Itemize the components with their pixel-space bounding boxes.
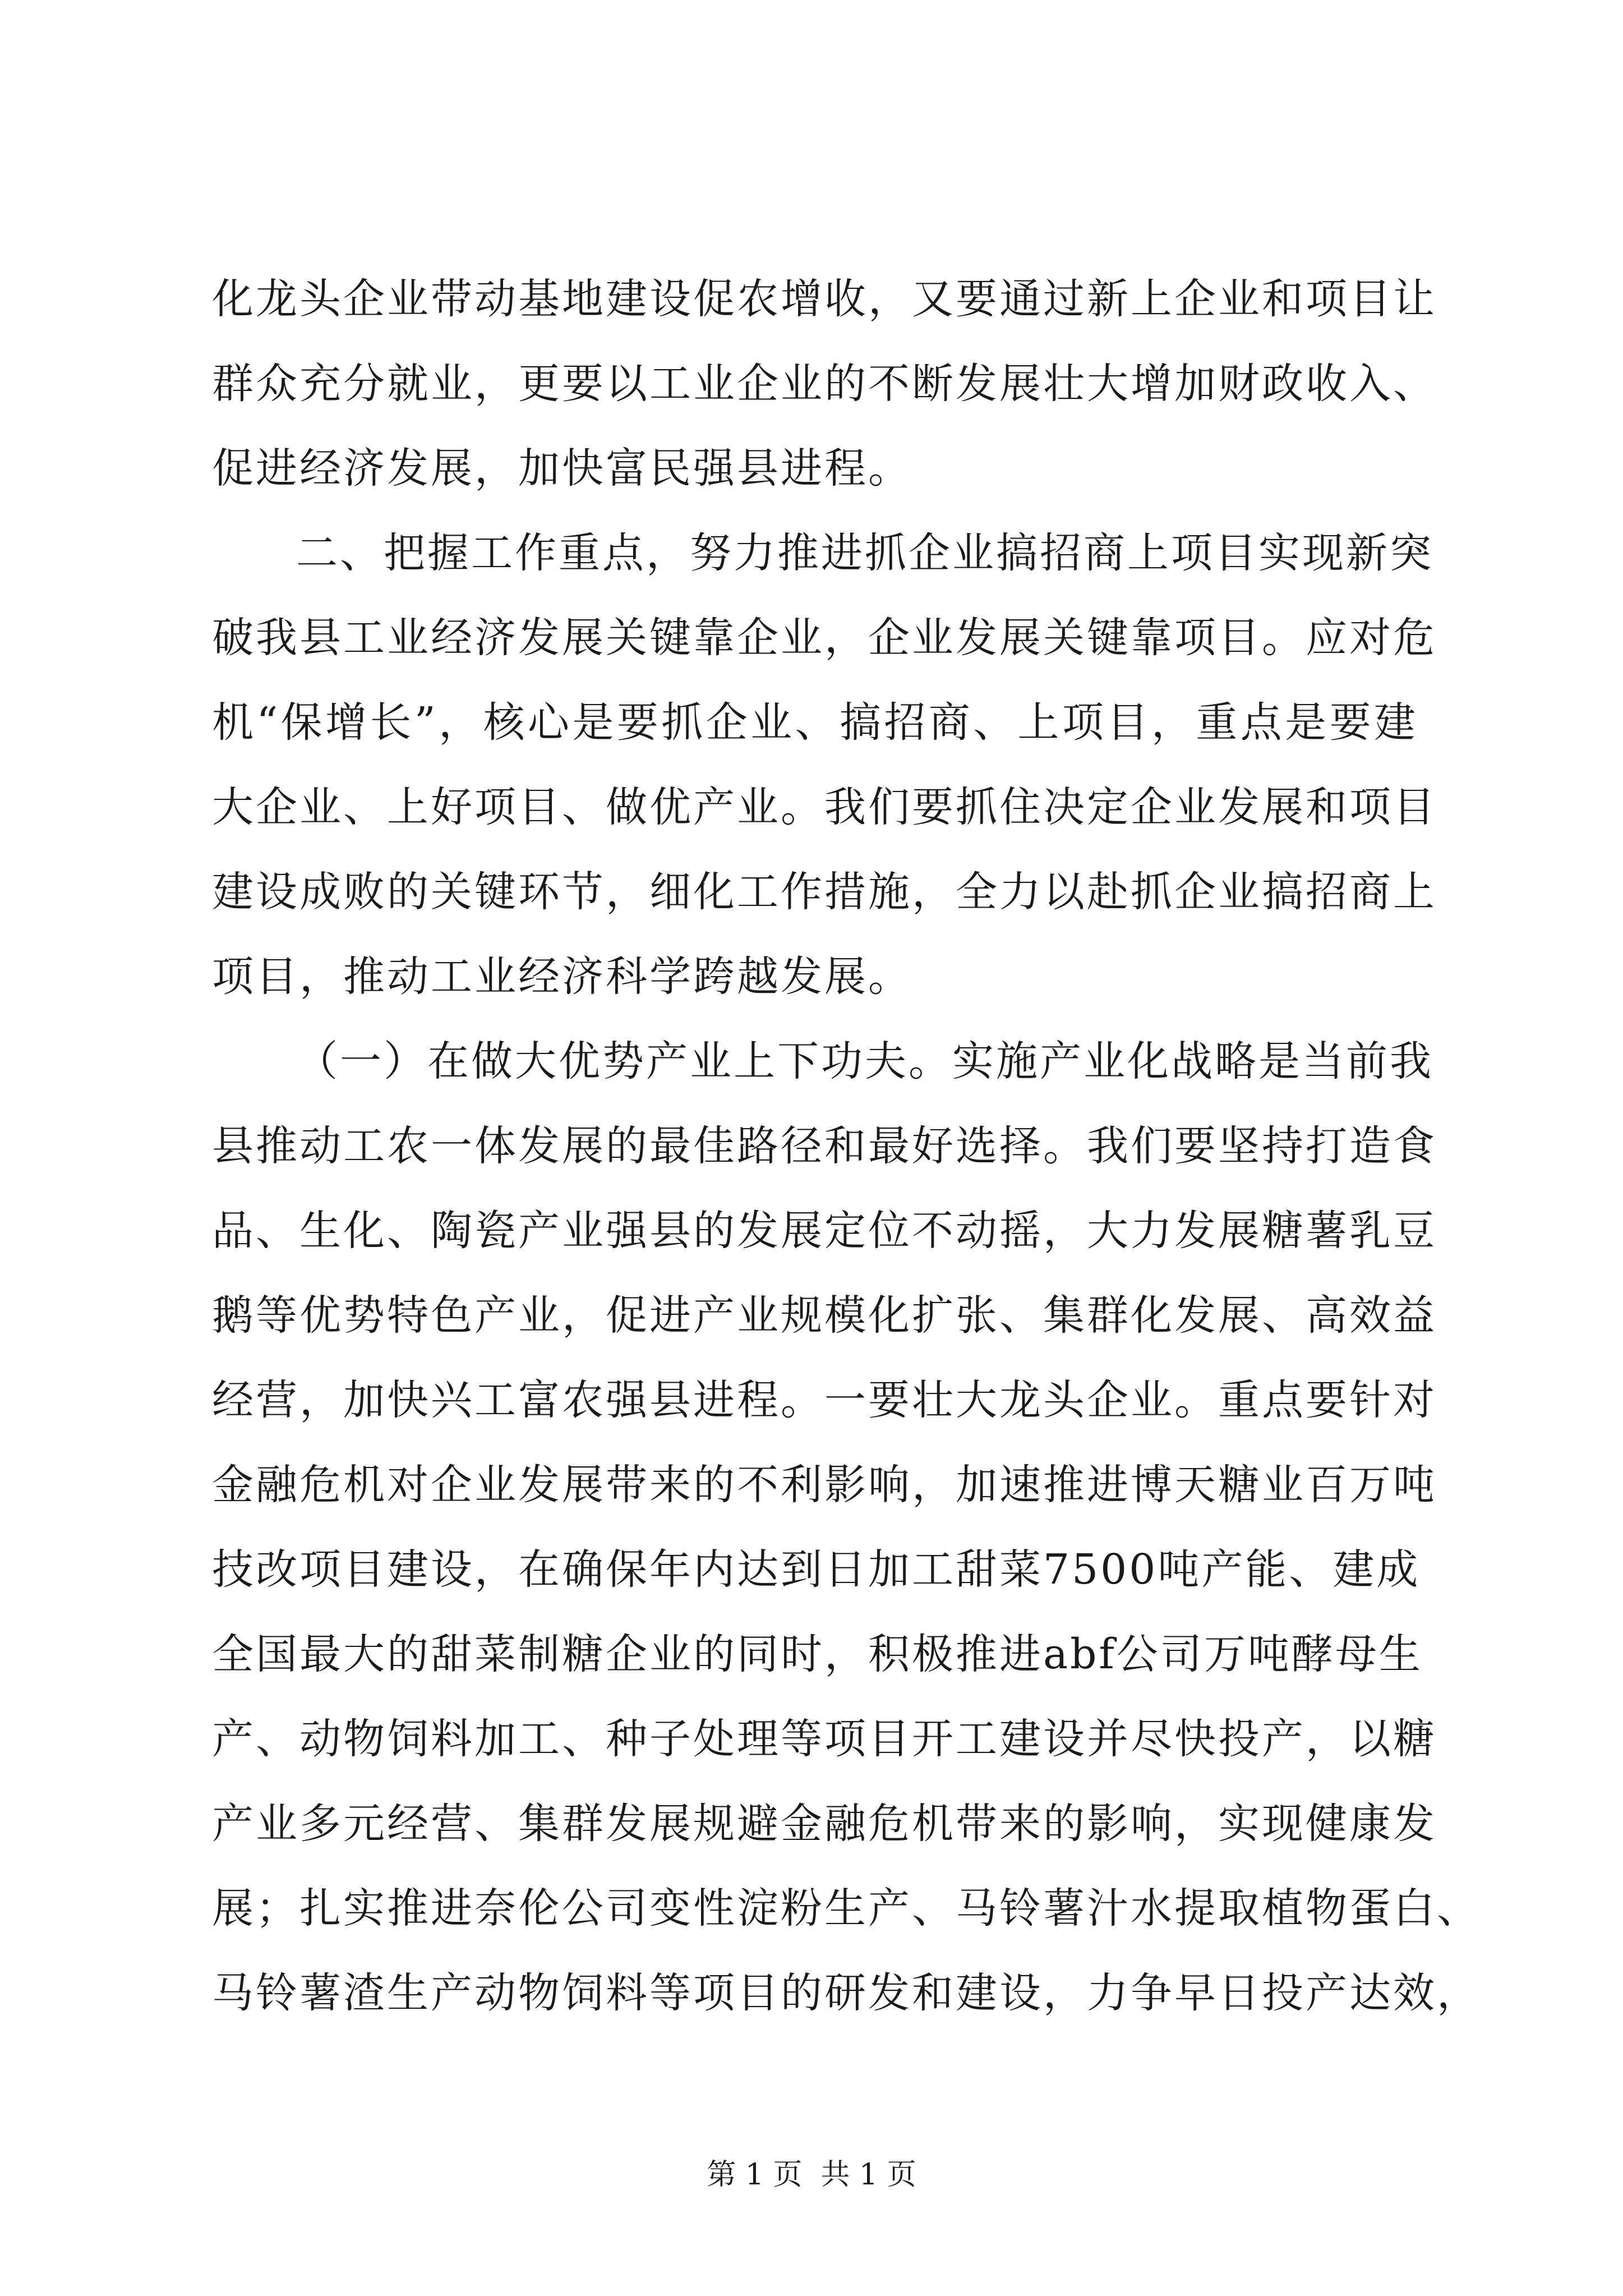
text-line: 促进经济发展，加快富民强县进程。 [212, 444, 912, 493]
text-line: 金融危机对企业发展带来的不利影响，加速推进博天糖业百万吨 [212, 1461, 1437, 1509]
paragraph-first-line: 二、把握工作重点，努力推进抓企业搞招商上项目实现新突 [296, 529, 1433, 577]
text-line: 化龙头企业带动基地建设促农增收，又要通过新上企业和项目让 [212, 275, 1437, 323]
text-line: 项目，推动工业经济科学跨越发展。 [212, 953, 912, 1001]
text-line: 破我县工业经济发展关键靠企业，企业发展关键靠项目。应对危 [212, 614, 1437, 662]
document-body [212, 257, 1481, 2036]
page-footer [0, 2157, 1623, 2193]
paragraph-first-line: （一）在做大优势产业上下功夫。实施产业化战略是当前我 [296, 1037, 1433, 1085]
text-line: 马铃薯渣生产动物饲料等项目的研发和建设，力争早日投产达效， [212, 1969, 1481, 2017]
text-line: 县推动工农一体发展的最佳路径和最好选择。我们要坚持打造食 [212, 1122, 1437, 1170]
text-line: 产业多元经营、集群发展规避金融危机带来的影响，实现健康发 [212, 1800, 1437, 1848]
text-line: 技改项目建设，在确保年内达到日加工甜菜7500吨产能、建成 [212, 1545, 1421, 1594]
page-number: 第 1 页 共 1 页 [707, 2158, 916, 2192]
text-line: 展；扎实推进奈伦公司变性淀粉生产、马铃薯汁水提取植物蛋白、 [212, 1884, 1481, 1932]
text-line: 全国最大的甜菜制糖企业的同时，积极推进abf公司万吨酵母生 [212, 1630, 1423, 1678]
text-line: 大企业、上好项目、做优产业。我们要抓住决定企业发展和项目 [212, 783, 1437, 831]
text-line: 经营，加快兴工富农强县进程。一要壮大龙头企业。重点要针对 [212, 1376, 1437, 1424]
text-line: 机“保增长”，核心是要抓企业、搞招商、上项目，重点是要建 [212, 698, 1418, 747]
text-line: 建设成败的关键环节，细化工作措施，全力以赴抓企业搞招商上 [212, 868, 1437, 916]
text-line: 品、生化、陶瓷产业强县的发展定位不动摇，大力发展糖薯乳豆 [212, 1207, 1437, 1255]
text-line: 群众充分就业，更要以工业企业的不断发展壮大增加财政收入、 [212, 360, 1437, 408]
text-line: 产、动物饲料加工、种子处理等项目开工建设并尽快投产，以糖 [212, 1715, 1437, 1763]
text-line: 鹅等优势特色产业，促进产业规模化扩张、集群化发展、高效益 [212, 1291, 1437, 1340]
